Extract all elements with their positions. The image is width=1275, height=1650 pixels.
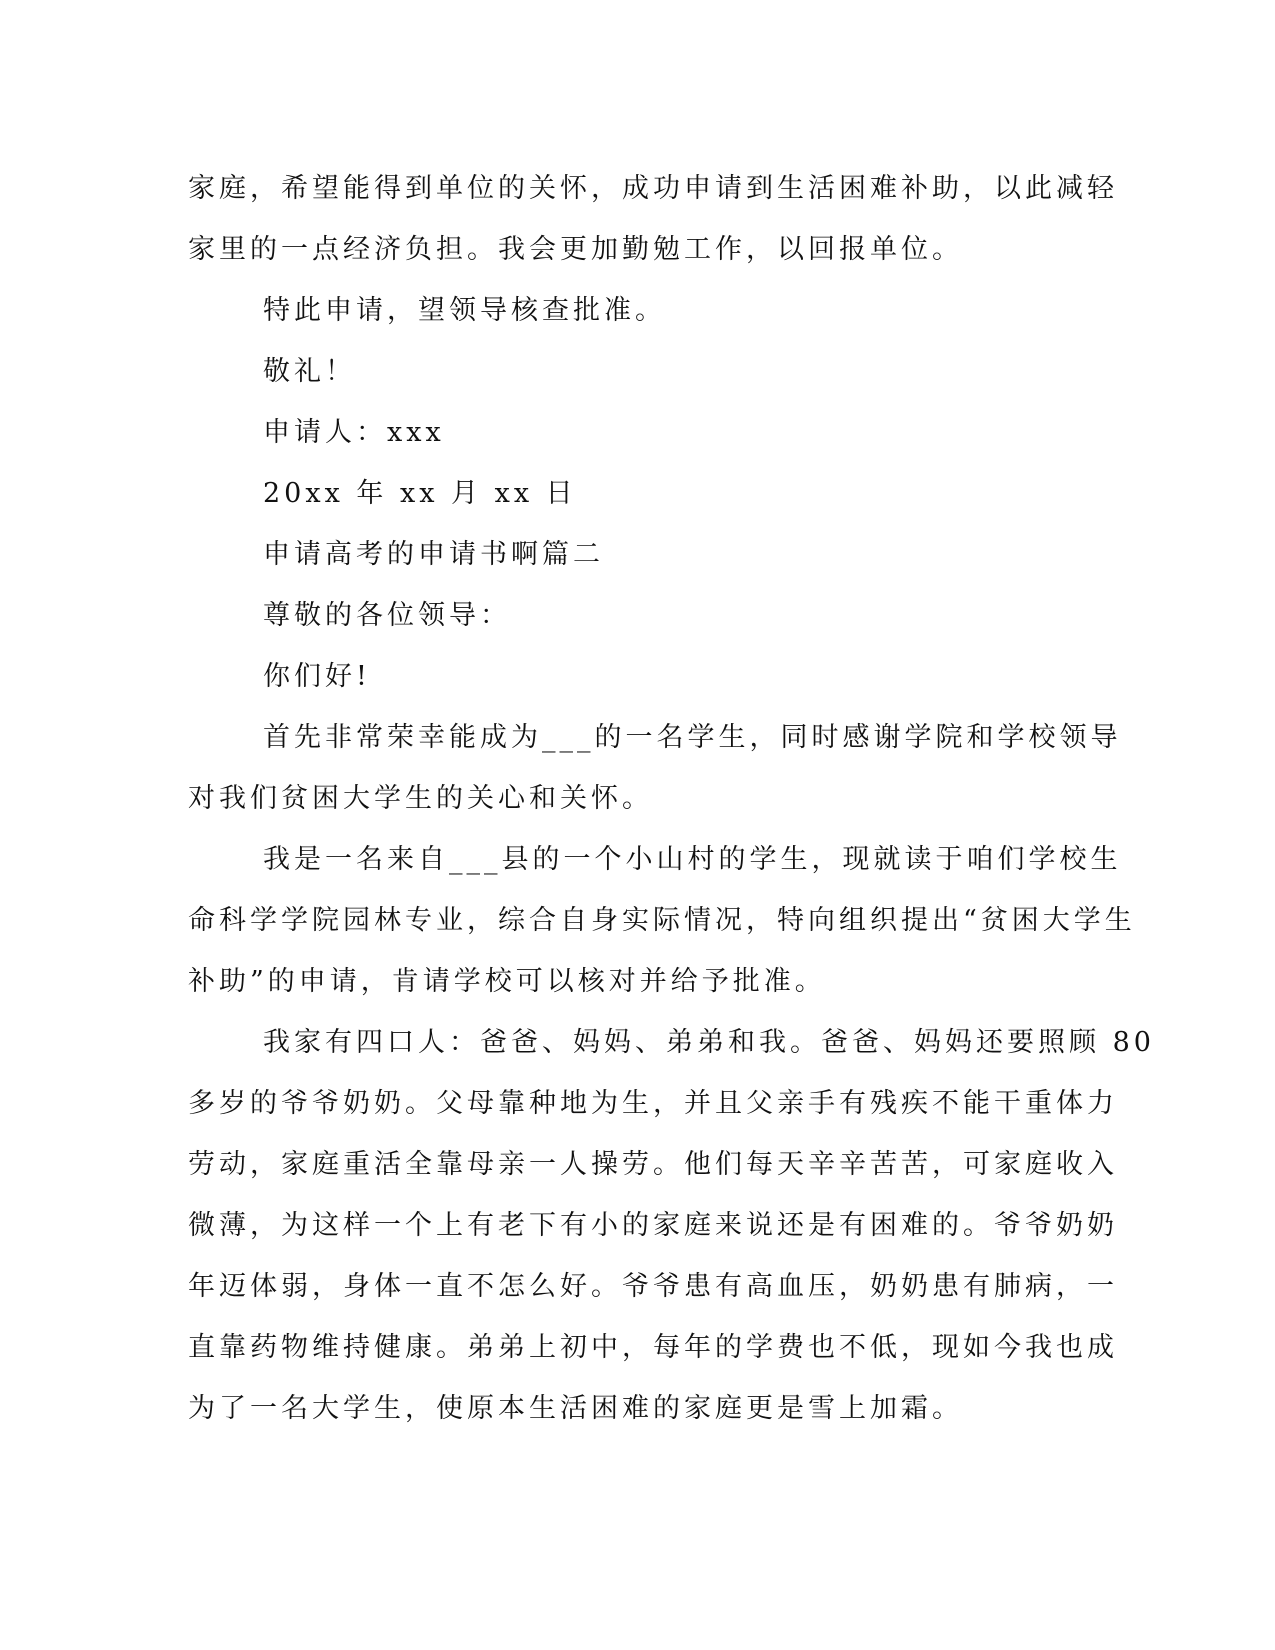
text-line: 多岁的爷爷奶奶。父母靠种地为生，并且父亲手有残疾不能干重体力: [188, 1088, 1118, 1119]
text-line: 直靠药物维持健康。弟弟上初中，每年的学费也不低，现如今我也成: [188, 1332, 1118, 1363]
text-line: 首先非常荣幸能成为___的一名学生，同时感谢学院和学校领导: [263, 722, 1122, 753]
text-line: 对我们贫困大学生的关心和关怀。: [188, 783, 653, 814]
text-line: 特此申请，望领导核查批准。: [263, 295, 666, 326]
text-line: 敬礼！: [263, 356, 356, 387]
text-line: 我是一名来自___县的一个小山村的学生，现就读于咱们学校生: [263, 844, 1122, 875]
text-line: 家里的一点经济负担。我会更加勤勉工作，以回报单位。: [188, 234, 963, 265]
text-line: 微薄，为这样一个上有老下有小的家庭来说还是有困难的。爷爷奶奶: [188, 1210, 1118, 1241]
text-line: 补助”的申请，肯请学校可以核对并给予批准。: [188, 966, 826, 997]
text-line: 尊敬的各位领导：: [263, 600, 511, 631]
text-line: 20xx 年 xx 月 xx 日: [263, 478, 577, 509]
text-line: 我家有四口人：爸爸、妈妈、弟弟和我。爸爸、妈妈还要照顾 80: [263, 1027, 1155, 1058]
text-line: 你们好!: [263, 661, 371, 692]
text-line: 命科学学院园林专业，综合自身实际情况，特向组织提出“贫困大学生: [188, 905, 1136, 936]
section-heading: 申请高考的申请书啊篇二: [263, 539, 604, 570]
text-line: 劳动，家庭重活全靠母亲一人操劳。他们每天辛辛苦苦，可家庭收入: [188, 1149, 1118, 1180]
text-line: 年迈体弱，身体一直不怎么好。爷爷患有高血压，奶奶患有肺病，一: [188, 1271, 1118, 1302]
text-line: 为了一名大学生，使原本生活困难的家庭更是雪上加霜。: [188, 1393, 963, 1424]
text-line: 申请人：xxx: [263, 417, 445, 448]
document-body: [188, 158, 1155, 1439]
text-line: 家庭，希望能得到单位的关怀，成功申请到生活困难补助，以此减轻: [188, 173, 1118, 204]
